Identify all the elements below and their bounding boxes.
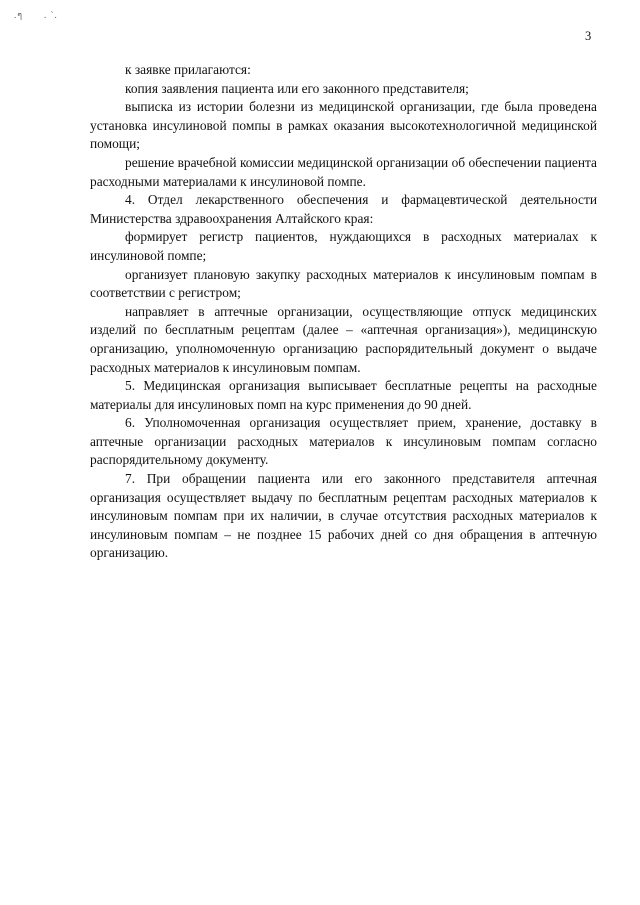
paragraph-medical-extract: выписка из истории болезни из медицинской организации, где была проведена установка инсулиновой помпы в рамках оказания высокотехнологичной медицинской помощи; [90,99,597,152]
paragraph-attachments-intro: к заявке прилагаются: [125,62,251,77]
paragraph-item-5: 5. Медицинская организация выписывает бесплатные рецепты на расходные материалы для инсулиновых помп на курс применения до 90 дней. [90,378,597,412]
paragraph-procurement: организует плановую закупку расходных материалов к инсулиновым помпам в соответствии с регистром; [90,266,597,301]
paragraph-register: формирует регистр пациентов, нуждающихся в расходных материалах к инсулиновой помпе; [90,229,597,263]
paragraph-item-4: 4. Отдел лекарственного обеспечения и фармацевтической деятельности Министерства здравоохранения Алтайского края: [90,192,597,226]
paragraph-item-7: 7. При обращении пациента или его законного представителя аптечная организация осуществляет выдачу по бесплатным рецептам расходных материалов к инсулиновым помпам при их наличии, в случае отсутствия расходных материалов к инсулиновым помпам – не позднее 15 рабочих дней со дня обращения в аптечную организацию. [90,471,597,561]
scan-artifact: . `. [44,10,58,20]
paragraph-item-6: 6. Уполномоченная организация осуществляет прием, хранение, доставку в аптечные организации расходных материалов к инсулиновым помпам согласно распорядительному документу. [90,415,597,468]
paragraph-directive: направляет в аптечные организации, осуществляющие отпуск медицинских изделий по бесплатным рецептам (далее – «аптечная организация»), медицинскую организацию, уполномоченную организацию распорядительный документ о выдаче расходных материалов к инсулиновым помпам. [90,303,597,375]
paragraph-commission-decision: решение врачебной комиссии медицинской организации об обеспечении пациента расходными материалами к инсулиновой помпе. [90,154,597,189]
page-number: 3 [585,29,592,43]
paragraph-application-copy: копия заявления пациента или его законного представителя; [125,80,469,96]
document-body [90,61,597,563]
scan-artifact: .ๆ [14,10,24,20]
